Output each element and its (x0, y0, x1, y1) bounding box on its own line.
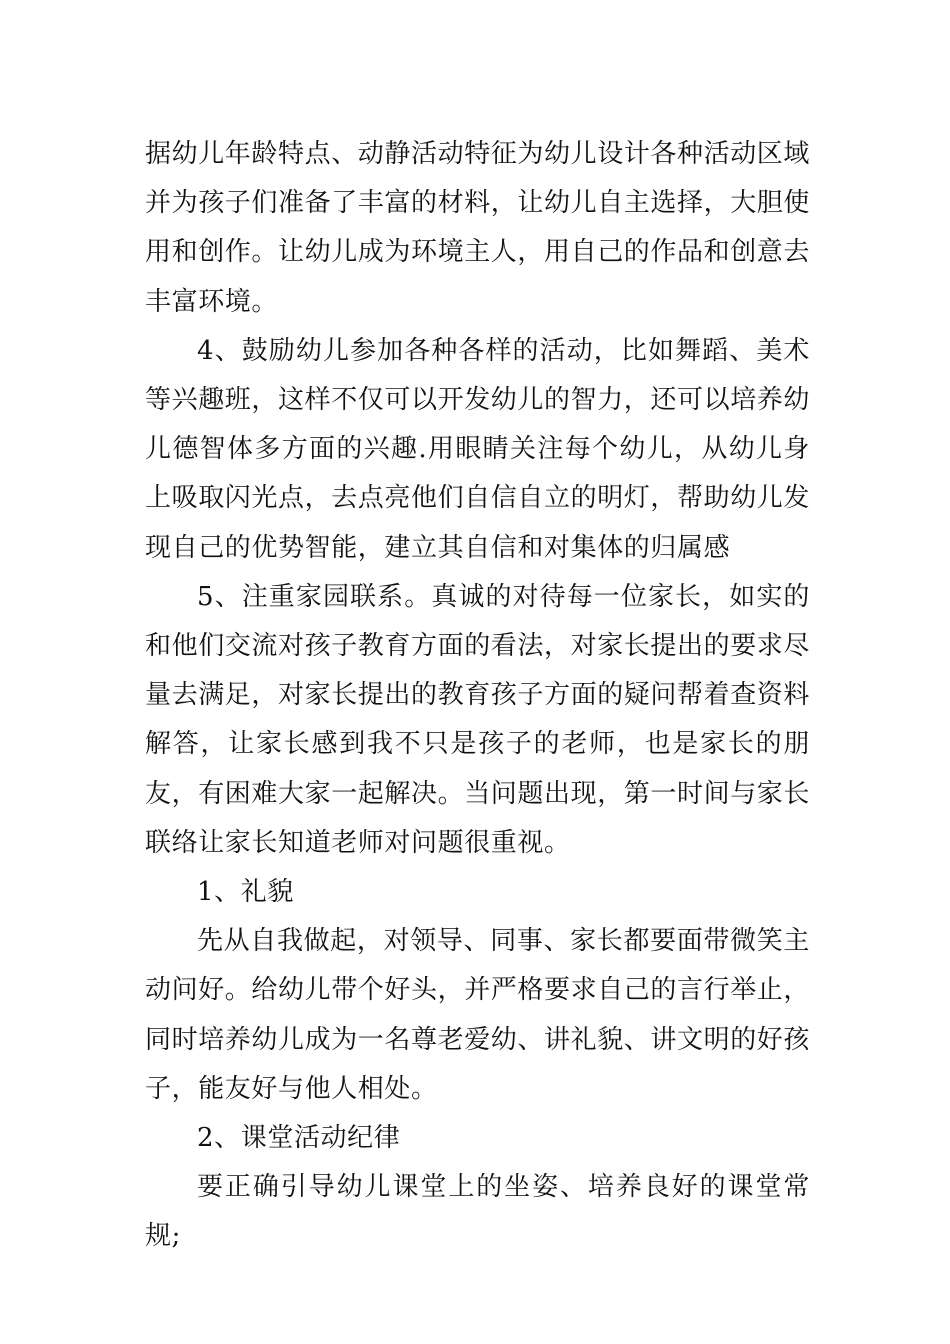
paragraph-item-5-home-school: 5、注重家园联系。真诚的对待每一位家长，如实的和他们交流对孩子教育方面的看法，对家长提出的要求尽量去满足，对家长提出的教育孩子方面的疑问帮着查资料解答，让家长感到我不只是孩子的老师，也是家长的朋友，有困难大家一起解决。当问题出现，第一时间与家长联络让家长知道老师对问题很重视。 (145, 581, 811, 858)
paragraph-environment-continuation: 据幼儿年龄特点、动静活动特征为幼儿设计各种活动区域并为孩子们准备了丰富的材料，让幼儿自主选择，大胆使用和创作。让幼儿成为环境主人，用自己的作品和创意去丰富环境。 (145, 139, 811, 317)
heading-classroom-discipline: 2、课堂活动纪律 (197, 1123, 401, 1154)
paragraph-politeness: 先从自我做起，对领导、同事、家长都要面带微笑主动问好。给幼儿带个好头，并严格要求自己的言行举止，同时培养幼儿成为一名尊老爱幼、讲礼貌、讲文明的好孩子，能友好与他人相处。 (145, 926, 811, 1104)
paragraph-item-4-activities: 4、鼓励幼儿参加各种各样的活动，比如舞蹈、美术等兴趣班，这样不仅可以开发幼儿的智力，还可以培养幼儿德智体多方面的兴趣.用眼睛关注每个幼儿，从幼儿身上吸取闪光点，去点亮他们自信自立的明灯，帮助幼儿发现自己的优势智能，建立其自信和对集体的归属感 (145, 335, 811, 563)
heading-politeness: 1、礼貌 (197, 877, 294, 908)
document-body (145, 130, 810, 1262)
paragraph-classroom-discipline: 要正确引导幼儿课堂上的坐姿、培养良好的课堂常规; (145, 1172, 810, 1252)
